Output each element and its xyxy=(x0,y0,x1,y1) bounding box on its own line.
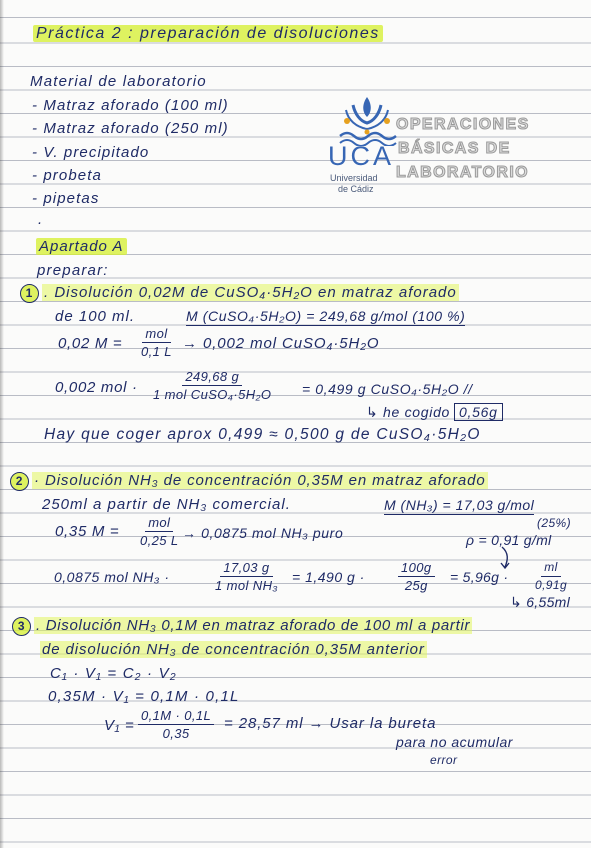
item-number-2: 2 xyxy=(10,472,29,491)
item2-purity: (25%) xyxy=(537,516,572,530)
item3-calc-lhs: V₁ = xyxy=(104,717,135,734)
university-logo xyxy=(328,92,543,200)
materials-item: - V. precipitado xyxy=(32,144,150,161)
fraction-numerator: mol xyxy=(145,515,173,532)
item2-calc1-result: → 0,0875 mol NH₃ puro xyxy=(182,525,344,541)
item2-calc2-mid: = 1,490 g · xyxy=(292,569,365,585)
fraction-denominator: 1 mol NH₃ xyxy=(215,578,278,593)
item2-line1-text: · Disolución NH₃ de concentración 0,35M en matraz aforado xyxy=(34,472,486,490)
fraction-numerator: mol xyxy=(142,326,170,343)
fraction-numerator: ml xyxy=(541,560,560,577)
page-title-text: Práctica 2 : preparación de disoluciones xyxy=(33,25,383,42)
item1-calc2-fraction xyxy=(150,369,274,402)
item2-molar-mass-text: M (NH₃) = 17,03 g/mol xyxy=(384,497,535,513)
item2-calc1-lhs: 0,35 M = xyxy=(55,523,120,540)
fraction-denominator: 0,91g xyxy=(535,578,568,592)
fraction-numerator: 0,1M · 0,1L xyxy=(138,708,214,725)
item2-calc2-fraction2 xyxy=(398,560,435,593)
fraction-denominator: 1 mol CuSO₄·5H₂O xyxy=(153,387,272,402)
item3-substitution: 0,35M · V₁ = 0,1M · 0,1L xyxy=(48,688,240,705)
item1-taken-value: 0,56g xyxy=(454,403,503,421)
fraction-denominator: 0,25 L xyxy=(140,533,179,548)
item1-calc1-fraction xyxy=(138,326,175,359)
item1-molar-mass xyxy=(186,307,465,325)
item3-line2-text: de disolución NH₃ de concentración 0,35M anterior xyxy=(42,641,425,658)
item2-volume-result: ↳ 6,55ml xyxy=(510,594,571,610)
item2-calc2-lhs: 0,0875 mol NH₃ · xyxy=(54,569,170,585)
item3-note-line3: error xyxy=(430,753,458,767)
item3-line1-text: . Disolución NH₃ 0,1M en matraz aforado de 100 ml a partir xyxy=(36,617,471,635)
materials-item: - Matraz aforado (100 ml) xyxy=(32,97,229,114)
stamp-line-1: OPERACIONES xyxy=(396,116,530,133)
item2-calc2-mid2: = 5,96g · xyxy=(450,569,509,585)
item1-molar-mass-text: M (CuSO₄·5H₂O) = 249,68 g/mol (100 %) xyxy=(186,308,466,324)
item1-calc1-lhs: 0,02 M = xyxy=(58,335,123,352)
fraction-denominator: 0,35 xyxy=(162,726,190,741)
item1-calc2-result: = 0,499 g CuSO₄·5H₂O // xyxy=(302,381,473,397)
materials-item: - pipetas xyxy=(32,190,100,207)
section-heading xyxy=(36,238,127,256)
item1-taken-note xyxy=(366,403,503,421)
logo-acronym: UCA xyxy=(328,141,395,171)
logo-university-line2: de Cádiz xyxy=(338,184,374,194)
item1-line1-text: . Disolución 0,02M de CuSO₄·5H₂O en matraz aforado xyxy=(44,284,457,302)
item-number-1: 1 xyxy=(20,284,39,303)
item1-calc1-result: → 0,002 mol CuSO₄·5H₂O xyxy=(182,335,380,352)
item2-calc1-fraction xyxy=(137,515,182,548)
down-arrow-icon xyxy=(496,546,514,570)
fraction-denominator: 0,1 L xyxy=(141,344,172,359)
item2-calc2-fraction1 xyxy=(212,560,281,593)
materials-item: . xyxy=(38,211,43,228)
item1-calc2-lhs: 0,002 mol · xyxy=(55,379,138,396)
stamp-line-3: LABORATORIO xyxy=(396,164,530,181)
item1-line2: de 100 ml. xyxy=(55,308,136,325)
item2-calc2-fraction3 xyxy=(532,560,570,593)
item1-line1 xyxy=(20,284,459,303)
materials-item: - probeta xyxy=(32,167,102,184)
stamp-line-2: BÁSICAS DE xyxy=(398,140,511,157)
materials-heading: Material de laboratorio xyxy=(30,73,207,90)
item-number-3: 3 xyxy=(12,617,31,636)
item3-line1 xyxy=(12,617,472,636)
item3-calc-result: = 28,57 ml → Usar la bureta xyxy=(224,715,437,732)
fraction-numerator: 17,03 g xyxy=(220,560,272,577)
item3-line2 xyxy=(40,641,427,659)
item3-calc-fraction xyxy=(138,708,214,741)
item2-line2: 250ml a partir de NH₃ comercial. xyxy=(42,496,291,513)
uca-logo-icon xyxy=(336,94,398,146)
fraction-numerator: 100g xyxy=(398,560,435,577)
item2-line1 xyxy=(10,472,488,491)
item2-density: ρ = 0,91 g/ml xyxy=(466,532,552,548)
item1-conclusion: Hay que coger aprox 0,499 ≈ 0,500 g de CuSO₄·5H₂O xyxy=(44,426,481,443)
logo-university-line1: Universidad xyxy=(330,173,378,183)
item3-formula: C₁ · V₁ = C₂ · V₂ xyxy=(50,665,177,682)
item1-taken-note-text: ↳ he cogido xyxy=(366,404,451,420)
section-heading-text: Apartado A xyxy=(36,238,127,255)
section-intro: preparar: xyxy=(37,262,109,279)
fraction-denominator: 25g xyxy=(404,578,428,593)
materials-item: - Matraz aforado (250 ml) xyxy=(32,120,229,137)
item3-note-line2: para no acumular xyxy=(396,734,513,750)
page-title xyxy=(33,25,383,43)
fraction-numerator: 249,68 g xyxy=(182,369,242,386)
item2-molar-mass xyxy=(384,496,534,514)
